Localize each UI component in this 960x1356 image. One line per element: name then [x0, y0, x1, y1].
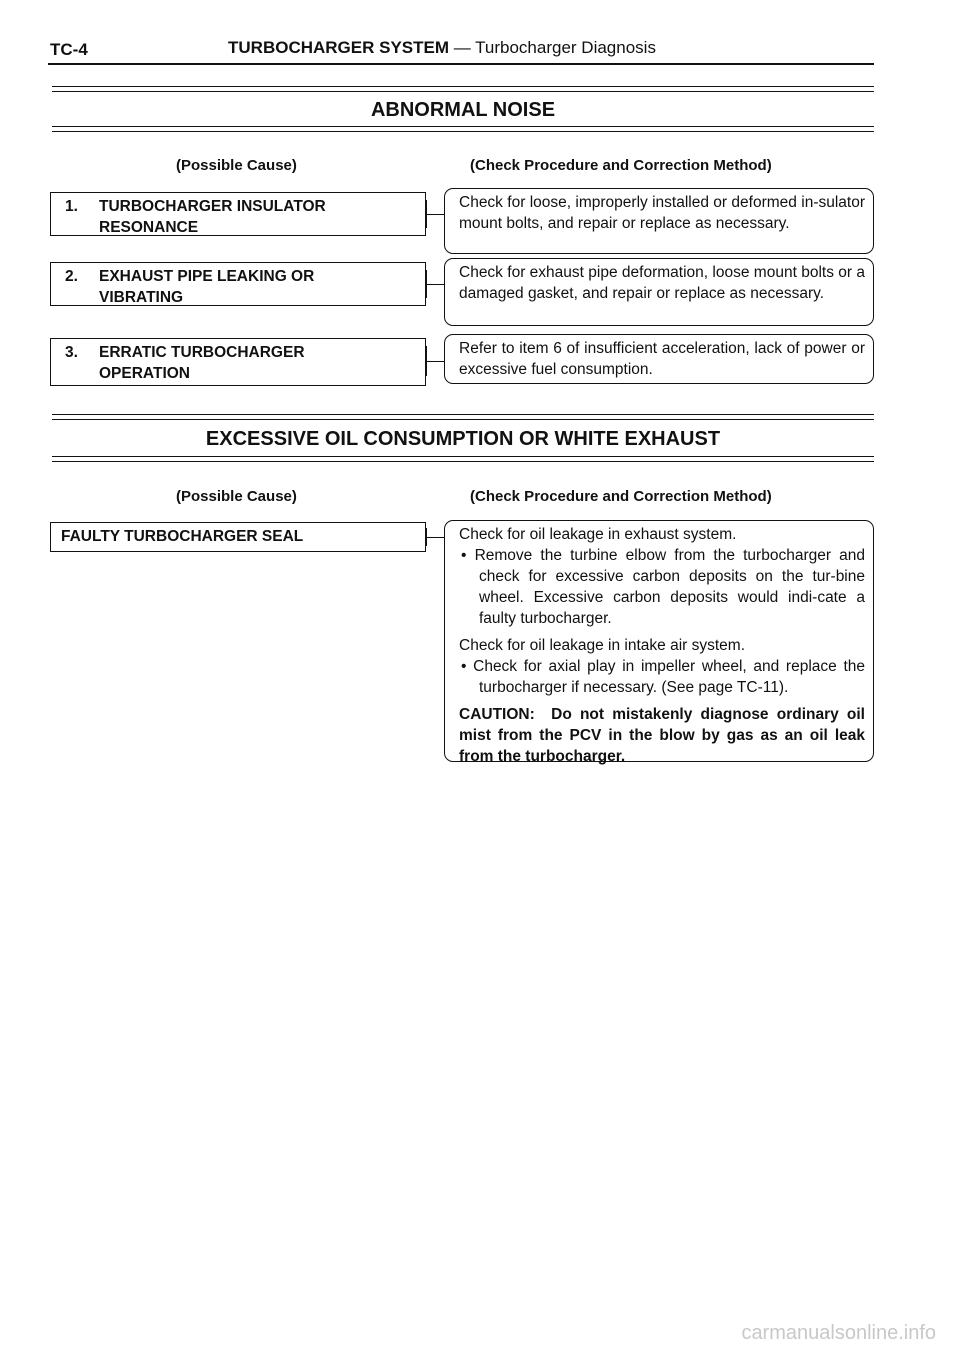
- cause-box-1: [50, 192, 426, 236]
- cause-text: TURBOCHARGER INSULATOR: [99, 198, 326, 215]
- section1-title: ABNORMAL NOISE: [370, 99, 556, 121]
- caution-label: CAUTION:: [459, 706, 535, 723]
- section2-rule-bottom-2: [52, 461, 874, 462]
- cause-box-seal: [50, 522, 426, 552]
- section2-rule-top-1: [52, 414, 874, 415]
- cause-number: 1.: [65, 198, 78, 215]
- connector-2: [426, 270, 444, 298]
- section1-rule-top-1: [52, 86, 874, 87]
- connector-3: [426, 346, 444, 376]
- cause-text: ERRATIC TURBOCHARGER: [99, 344, 305, 361]
- connector-seal: [426, 528, 444, 546]
- section1-rule-top-2: [52, 91, 874, 92]
- caution-text: Do not mistakenly diagnose ordinary oil mist from the PCV in the blow by gas as an oil leak from the turbocharger.: [459, 706, 865, 765]
- cause-box-3: [50, 338, 426, 386]
- bullet-text: Check for axial play in impeller wheel, and replace the turbocharger if necessary. (See page TC-11).: [473, 658, 865, 696]
- header-rule: [48, 63, 874, 65]
- section-name: TURBOCHARGER SYSTEM: [228, 38, 450, 57]
- section1-rule-bottom-2: [52, 131, 874, 132]
- check-text: Check for oil leakage in intake air system.: [459, 637, 746, 654]
- caution-note: [459, 704, 865, 767]
- bullet-item: • Remove the turbine elbow from the turbocharger and check for excessive carbon deposits on the tur-bine wheel. Excessive carbon deposits would indi-cate a faulty turbocharger.: [461, 547, 866, 627]
- check-text: Check for oil leakage in exhaust system.: [459, 526, 737, 543]
- cause-number: 2.: [65, 268, 78, 285]
- section1-check-heading: (Check Procedure and Correction Method): [470, 157, 772, 174]
- page-header-title: [228, 38, 656, 58]
- watermark: carmanualsonline.info: [741, 1322, 936, 1344]
- check-box-3: [444, 334, 874, 384]
- check-text: Refer to item 6 of insufficient acceleration, lack of power or excessive fuel consumption.: [459, 340, 865, 378]
- check-box-2: [444, 258, 874, 326]
- section1-rule-bottom-1: [52, 126, 874, 127]
- cause-text: OPERATION: [99, 365, 190, 382]
- header-separator: —: [449, 38, 476, 57]
- cause-text: FAULTY TURBOCHARGER SEAL: [61, 528, 304, 545]
- check-box-1: [444, 188, 874, 254]
- section2-title: EXCESSIVE OIL CONSUMPTION OR WHITE EXHAUST: [205, 428, 721, 450]
- section2-cause-heading: (Possible Cause): [176, 488, 297, 505]
- check-text: Check for loose, improperly installed or deformed in-sulator mount bolts, and repair or replace as necessary.: [459, 194, 865, 232]
- section2-rule-bottom-1: [52, 456, 874, 457]
- subsection-name: Turbocharger Diagnosis: [475, 38, 656, 57]
- section2-check-heading: (Check Procedure and Correction Method): [470, 488, 772, 505]
- cause-number: 3.: [65, 344, 78, 361]
- section1-cause-heading: (Possible Cause): [176, 157, 297, 174]
- check-box-seal: [444, 520, 874, 765]
- connector-1: [426, 200, 444, 228]
- cause-text: EXHAUST PIPE LEAKING OR: [99, 268, 315, 285]
- bullet-text: Remove the turbine elbow from the turbocharger and check for excessive carbon deposits on the tur-bine wheel. Excessive carbon deposits would indi-cate a faulty turbocharger.: [474, 547, 866, 627]
- page-code: TC-4: [50, 40, 88, 59]
- section2-rule-top-2: [52, 419, 874, 420]
- cause-text: VIBRATING: [99, 289, 184, 306]
- cause-box-2: [50, 262, 426, 306]
- bullet-item: • Check for axial play in impeller wheel, and replace the turbocharger if necessary. (See page TC-11).: [461, 658, 865, 696]
- cause-text: RESONANCE: [99, 219, 199, 236]
- check-text: Check for exhaust pipe deformation, loose mount bolts or a damaged gasket, and repair or replace as necessary.: [459, 264, 865, 302]
